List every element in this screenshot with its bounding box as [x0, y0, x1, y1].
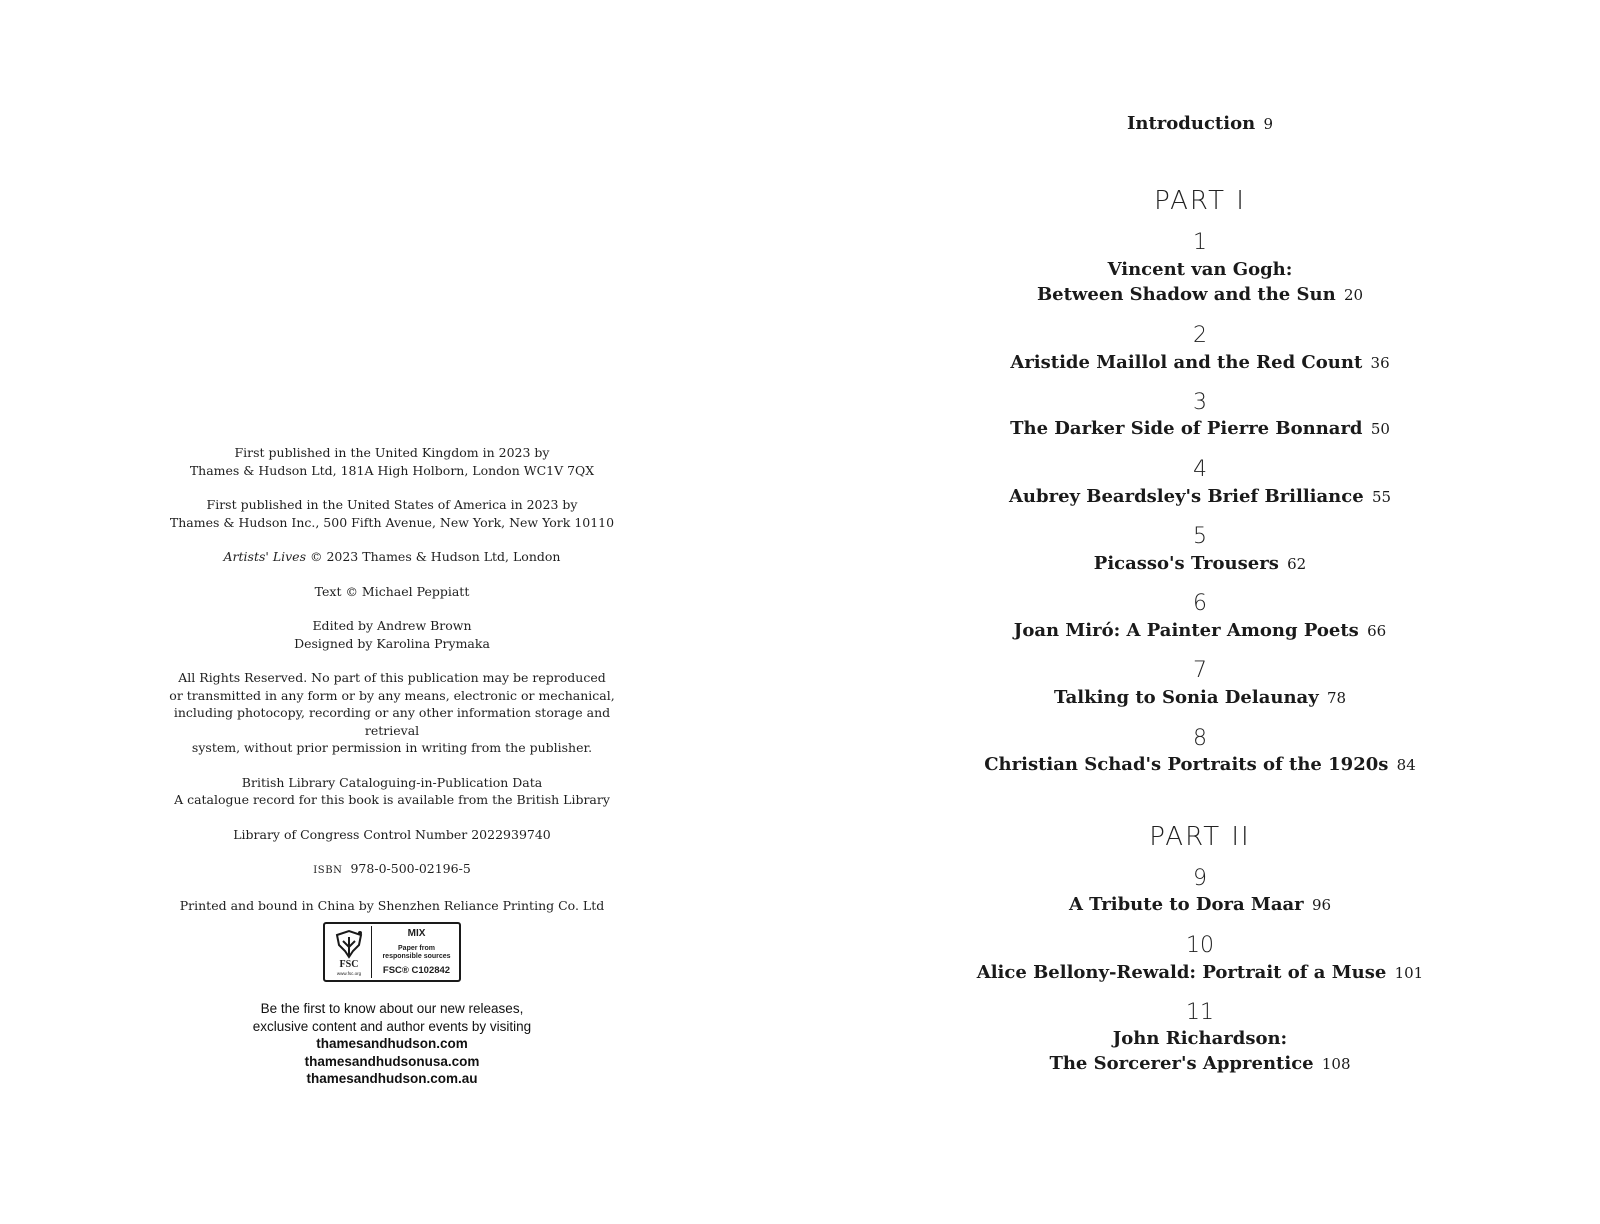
website-link-us: thamesandhudsonusa.com: [304, 1053, 480, 1069]
chapter-title: A Tribute to Dora Maar: [1068, 894, 1304, 915]
promo-line-2: exclusive content and author events by visiting: [252, 1018, 532, 1034]
promo-block: [152, 1000, 632, 1088]
chapter-page: 101: [1394, 964, 1424, 982]
chapter-entry: [800, 416, 1600, 442]
isbn-label: ISBN: [313, 865, 343, 876]
fsc-code: FSC® C102842: [382, 965, 451, 976]
isbn-value: 978-0-500-02196-5: [350, 861, 471, 876]
chapter-entry: [800, 551, 1600, 577]
chapter-entry: [800, 618, 1600, 644]
chapter-title-line-2: The Sorcerer's Apprentice: [1049, 1053, 1314, 1074]
website-link-uk: thamesandhudson.com: [316, 1036, 468, 1051]
introduction-page: 9: [1263, 115, 1274, 133]
text-credit: Text © Michael Peppiatt: [314, 583, 470, 599]
us-line-1: First published in the United States of America in 2023 by: [206, 497, 578, 512]
chapter-entry: [800, 892, 1600, 918]
chapter-title: Joan Miró: A Painter Among Poets: [1013, 620, 1359, 641]
rights-line-3: including photocopy, recording or any other information storage and retrieval: [173, 705, 611, 738]
fsc-logo-text: FSC: [339, 959, 359, 970]
bl-line-1: British Library Cataloguing-in-Publication Data: [241, 774, 543, 790]
chapter-entry: [800, 960, 1600, 986]
editor-credit: Edited by Andrew Brown: [312, 618, 472, 633]
us-line-2: Thames & Hudson Inc., 500 Fifth Avenue, New York, New York 10110: [169, 514, 615, 530]
contents-page: [800, 0, 1600, 1224]
fsc-tree-logo-icon: [327, 926, 372, 978]
promo-line-1: Be the first to know about our new releases,: [260, 1001, 524, 1016]
uk-publication-notice: [152, 444, 632, 479]
chapter-title-line-1: Vincent van Gogh:: [1107, 259, 1293, 280]
chapter-page: 66: [1367, 622, 1387, 640]
chapter-page: 62: [1287, 555, 1307, 573]
rights-line-4: system, without prior permission in writing from the publisher.: [191, 740, 593, 755]
isbn: [152, 860, 632, 880]
fsc-box: [323, 922, 461, 982]
fsc-mix: MIX: [407, 928, 426, 939]
chapter-number: 11: [1186, 1000, 1214, 1025]
chapter-number: 3: [1193, 390, 1207, 415]
website-link-au: thamesandhudson.com.au: [306, 1071, 478, 1086]
bl-line-2: A catalogue record for this book is available from the British Library: [174, 792, 610, 807]
chapter-page: 36: [1370, 354, 1390, 372]
uk-line-2: Thames & Hudson Ltd, 181A High Holborn, London WC1V 7QX: [189, 462, 595, 478]
copyright-notice: [152, 548, 632, 566]
part-heading-1: PART I: [1154, 186, 1246, 216]
chapter-title-line-2: Between Shadow and the Sun: [1036, 284, 1336, 305]
chapter-number: 1: [1193, 230, 1207, 255]
chapter-title: Picasso's Trousers: [1093, 553, 1279, 574]
chapter-number: 2: [1193, 323, 1207, 348]
chapter-title: Aristide Maillol and the Red Count: [1010, 352, 1363, 373]
chapter-page: 84: [1396, 756, 1416, 774]
part-heading-2: PART II: [1149, 822, 1251, 852]
fsc-text: [376, 926, 457, 978]
chapter-number: 7: [1193, 658, 1207, 683]
rights-line-1: All Rights Reserved. No part of this publication may be reproduced: [178, 670, 606, 685]
imprint-block: [152, 444, 632, 1105]
chapter-page: 78: [1326, 689, 1347, 707]
fsc-paper-line-1: Paper from: [398, 944, 435, 952]
book-title: Artists' Lives: [223, 549, 306, 564]
chapter-entry: [800, 257, 1600, 308]
fsc-logo-url: www.fsc.org: [336, 971, 362, 976]
chapter-page: 50: [1370, 420, 1390, 438]
chapter-number: 9: [1193, 866, 1207, 891]
chapter-entry: [800, 350, 1600, 376]
chapter-number: 8: [1193, 726, 1207, 751]
library-of-congress-number: Library of Congress Control Number 2022939740: [233, 826, 551, 842]
chapter-page: 108: [1321, 1055, 1351, 1073]
introduction-title: Introduction: [1126, 113, 1256, 134]
designer-credit: Designed by Karolina Prymaka: [294, 635, 490, 651]
chapter-number: 6: [1193, 591, 1207, 616]
chapter-title: Alice Bellony-Rewald: Portrait of a Muse: [976, 962, 1387, 983]
chapter-page: 55: [1371, 488, 1392, 506]
printer-notice: Printed and bound in China by Shenzhen Reliance Printing Co. Ltd: [179, 897, 605, 913]
chapter-entry: [800, 484, 1600, 510]
chapter-entry: [800, 685, 1600, 711]
fsc-paper-source: [382, 945, 450, 961]
toc-introduction: [800, 113, 1600, 134]
chapter-title: Talking to Sonia Delaunay: [1053, 687, 1319, 708]
fsc-label: [152, 922, 632, 982]
chapter-number: 4: [1193, 457, 1207, 482]
rights-notice: [152, 669, 632, 757]
rights-line-2: or transmitted in any form or by any means, electronic or mechanical,: [169, 687, 615, 703]
editorial-credits: [152, 617, 632, 652]
fsc-paper-line-2: responsible sources: [382, 952, 451, 960]
chapter-number: 5: [1193, 524, 1207, 549]
british-library-notice: [152, 774, 632, 809]
chapter-title: Christian Schad's Portraits of the 1920s: [984, 754, 1389, 775]
chapter-title-line-1: John Richardson:: [1112, 1028, 1288, 1049]
chapter-title: Aubrey Beardsley's Brief Brilliance: [1008, 486, 1364, 507]
chapter-entry: [800, 1026, 1600, 1077]
chapter-title: The Darker Side of Pierre Bonnard: [1010, 418, 1363, 439]
chapter-number: 10: [1186, 933, 1214, 958]
chapter-entry: [800, 752, 1600, 778]
us-publication-notice: [152, 496, 632, 531]
uk-line-1: First published in the United Kingdom in 2023 by: [234, 445, 550, 460]
chapter-page: 96: [1311, 896, 1332, 914]
copyright-holder: © 2023 Thames & Hudson Ltd, London: [306, 549, 561, 564]
chapter-page: 20: [1343, 286, 1364, 304]
